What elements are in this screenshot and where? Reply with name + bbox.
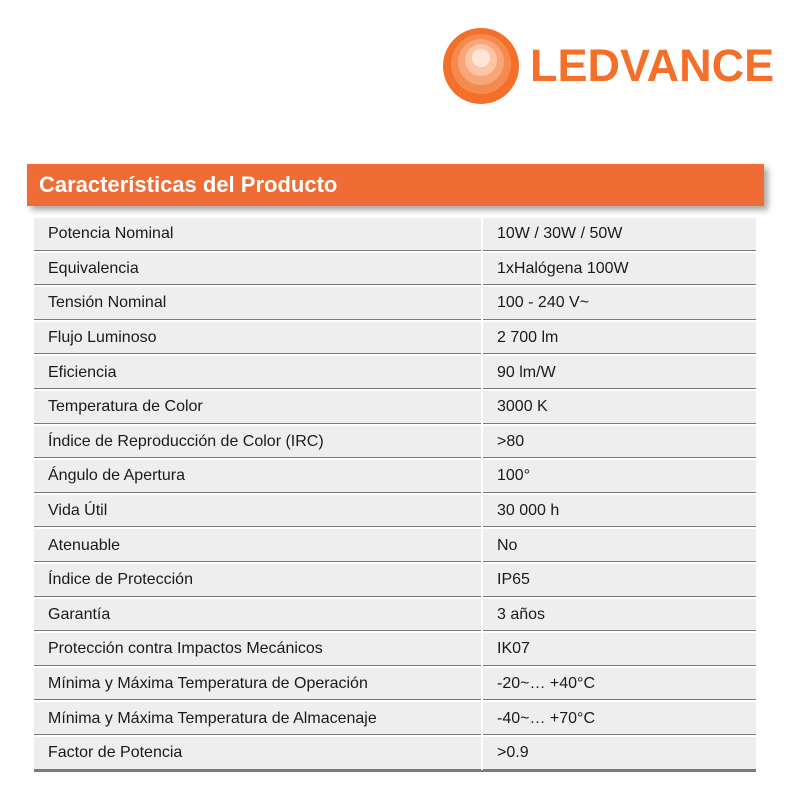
spec-label: Vida Útil (34, 494, 482, 529)
table-row (34, 736, 756, 771)
spec-label: Índice de Protección (34, 563, 482, 598)
spec-label: Temperatura de Color (34, 390, 482, 425)
spec-label: Equivalencia (34, 252, 482, 287)
spec-label: Atenuable (34, 528, 482, 563)
table-row (34, 632, 756, 667)
table-row (34, 667, 756, 702)
table-row (34, 528, 756, 563)
spec-label: Índice de Reproducción de Color (IRC) (34, 425, 482, 460)
spec-value: >0.9 (482, 736, 756, 771)
ledvance-logo-text: LEDVANCE (530, 40, 775, 91)
spec-value: >80 (482, 425, 756, 460)
spec-label: Ángulo de Apertura (34, 459, 482, 494)
spec-label: Protección contra Impactos Mecánicos (34, 632, 482, 667)
spec-value: -40~… +70°C (482, 701, 756, 736)
spec-value: 30 000 h (482, 494, 756, 529)
table-row (34, 286, 756, 321)
ledvance-logo-icon (442, 27, 520, 105)
table-row (34, 355, 756, 390)
table-row (34, 425, 756, 460)
spec-value: 1xHalógena 100W (482, 252, 756, 287)
spec-value: 2 700 lm (482, 321, 756, 356)
table-row (34, 321, 756, 356)
table-row (34, 701, 756, 736)
spec-value: 10W / 30W / 50W (482, 218, 756, 252)
table-row (34, 598, 756, 633)
spec-table (34, 218, 756, 772)
spec-value: 3 años (482, 598, 756, 633)
table-row (34, 252, 756, 287)
spec-label: Potencia Nominal (34, 218, 482, 252)
spec-label: Flujo Luminoso (34, 321, 482, 356)
table-row (34, 390, 756, 425)
header-title: Características del Producto (39, 172, 338, 197)
spec-value: 100° (482, 459, 756, 494)
table-row (34, 563, 756, 598)
spec-label: Eficiencia (34, 355, 482, 390)
spec-label: Factor de Potencia (34, 736, 482, 771)
ledvance-logo (442, 27, 775, 107)
table-row (34, 218, 756, 252)
spec-value: 100 - 240 V~ (482, 286, 756, 321)
spec-label: Mínima y Máxima Temperatura de Operación (34, 667, 482, 702)
spec-value: No (482, 528, 756, 563)
spec-label: Tensión Nominal (34, 286, 482, 321)
spec-value: 90 lm/W (482, 355, 756, 390)
table-row (34, 494, 756, 529)
spec-label: Mínima y Máxima Temperatura de Almacenaje (34, 701, 482, 736)
spec-value: IK07 (482, 632, 756, 667)
spec-label: Garantía (34, 598, 482, 633)
product-characteristics-header (27, 164, 764, 206)
spec-value: -20~… +40°C (482, 667, 756, 702)
table-row (34, 459, 756, 494)
spec-value: IP65 (482, 563, 756, 598)
spec-value: 3000 K (482, 390, 756, 425)
